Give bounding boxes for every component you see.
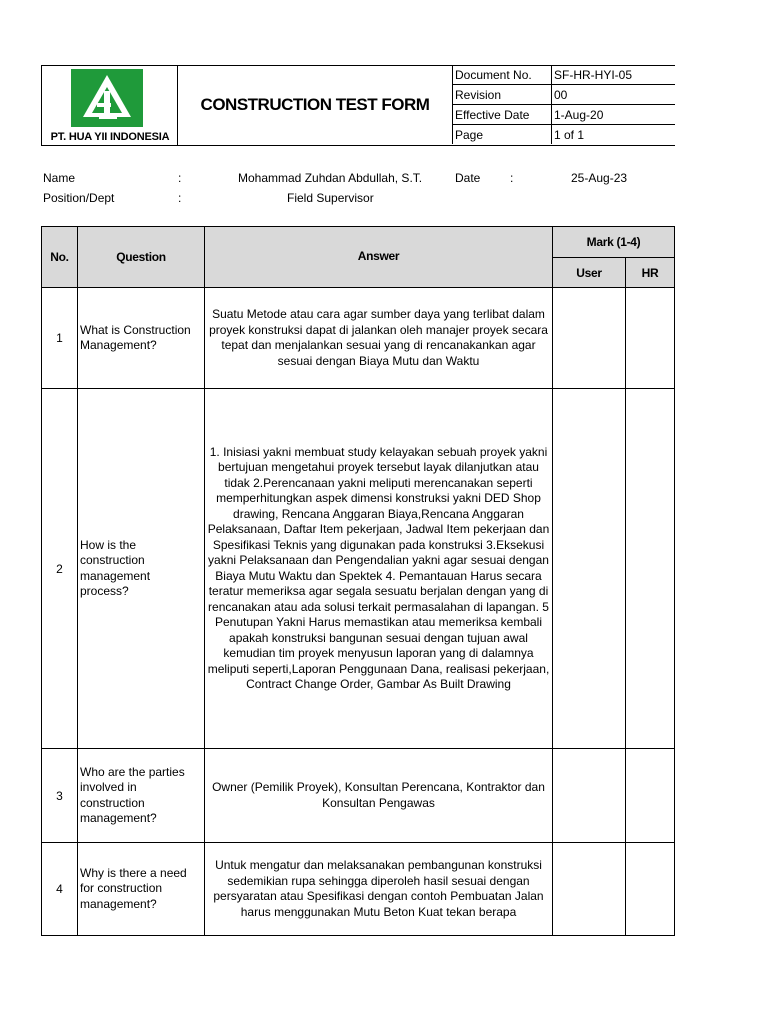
row-question: How is the construction management process? [78, 389, 205, 749]
header-answer: Answer [205, 227, 553, 288]
table-header-row [42, 227, 675, 258]
name-colon: : [178, 171, 182, 185]
row-answer: Untuk mengatur dan melaksanakan pembangunan konstruksi sedemikian rupa sehingga diperoleh hasil sesuai dengan persyaratan atau Spesifikasi dengan contoh Pembuatan Jalan harus menggunakan Mutu Beton Kuat tekan berapa [205, 843, 553, 936]
meta-label: Effective Date [453, 105, 552, 125]
meta-row [453, 85, 676, 105]
meta-row [453, 105, 676, 125]
meta-label: Revision [453, 85, 552, 105]
name-label: Name [43, 171, 76, 185]
meta-label: Page [453, 125, 552, 145]
row-hr-mark[interactable] [626, 389, 675, 749]
company-logo [71, 69, 143, 127]
row-user-mark[interactable] [553, 389, 626, 749]
table-row [42, 389, 675, 749]
meta-value: 1 of 1 [552, 125, 676, 145]
row-answer: Suatu Metode atau cara agar sumber daya yang terlibat dalam proyek konstruksi dapat di jalankan oleh manajer proyek secara tepat dan menjalankan sesuai yang di rencanakankan agar sesuai dengan Biaya Mutu dan Waktu [205, 288, 553, 389]
company-logo-icon [71, 69, 143, 127]
row-hr-mark[interactable] [626, 843, 675, 936]
meta-value: 00 [552, 85, 676, 105]
position-label: Position/Dept [43, 191, 115, 205]
position-colon: : [178, 191, 182, 205]
row-hr-mark[interactable] [626, 288, 675, 389]
row-question: Why is there a need for construction management? [78, 843, 205, 936]
form-title: CONSTRUCTION TEST FORM [200, 95, 430, 114]
date-label: Date [455, 171, 481, 185]
meta-row [453, 65, 676, 85]
row-user-mark[interactable] [553, 843, 626, 936]
row-number: 1 [42, 288, 78, 389]
row-user-mark[interactable] [553, 749, 626, 843]
header-question: Question [78, 227, 205, 288]
meta-value: 1-Aug-20 [552, 105, 676, 125]
row-answer: Owner (Pemilik Proyek), Konsultan Perencana, Kontraktor dan Konsultan Pengawas [205, 749, 553, 843]
row-number: 2 [42, 389, 78, 749]
row-number: 3 [42, 749, 78, 843]
row-user-mark[interactable] [553, 288, 626, 389]
row-number: 4 [42, 843, 78, 936]
table-row [42, 749, 675, 843]
meta-value: SF-HR-HYI-05 [552, 65, 676, 85]
row-answer: 1. Inisiasi yakni membuat study kelayakan sebuah proyek yakni bertujuan mengetahui proyek tersebut layak dilanjutkan atau tidak 2.Perencanaan yakni meliputi merencanakan seperti memperhitungkan aspek dimensi konstruksi yakni DED Shop drawing, Rencana Anggaran Biaya,Rencana Anggaran Pelaksanaan, Daftar Item pekerjaan, Jadwal Item pekerjaan dan Spesifikasi Teknis yang digunakan pada konstruksi 3.Eksekusi yakni Pelaksanaan dan Pengendalian yakni agar sesuai dengan Biaya Mutu Waktu dan Spektek 4. Pemantauan Harus secara teratur memeriksa agar segala sesuatu berjalan dengan yang di rencanakan atau ada solusi terkait permasalahan di lapangan. 5 Penutupan Yakni Harus memastikan atau memeriksa kembali apakah konstruksi bangunan sesuai dengan tujuan awal kemudian tim proyek menyusun laporan yang di dalamnya meliputi seperti,Laporan Penggunaan Dana, realisasi pekerjaan, Contract Change Order, Gambar As Built Drawing [205, 389, 553, 749]
header-user: User [553, 258, 626, 288]
date-colon: : [510, 171, 514, 185]
header-hr: HR [626, 258, 675, 288]
company-name: PT. HUA YII INDONESIA [50, 131, 170, 143]
meta-label: Document No. [453, 65, 552, 85]
table-row [42, 843, 675, 936]
meta-row [453, 125, 676, 145]
header-mark: Mark (1-4) [553, 227, 675, 258]
document-meta-table [452, 65, 675, 144]
name-value: Mohammad Zuhdan Abdullah, S.T. [238, 171, 423, 185]
header-no: No. [42, 227, 78, 288]
position-value: Field Supervisor [287, 191, 374, 205]
row-hr-mark[interactable] [626, 749, 675, 843]
qa-table [41, 226, 675, 936]
table-row [42, 288, 675, 389]
row-question: What is Construction Management? [78, 288, 205, 389]
row-question: Who are the parties involved in construction management? [78, 749, 205, 843]
date-value: 25-Aug-23 [571, 171, 628, 185]
